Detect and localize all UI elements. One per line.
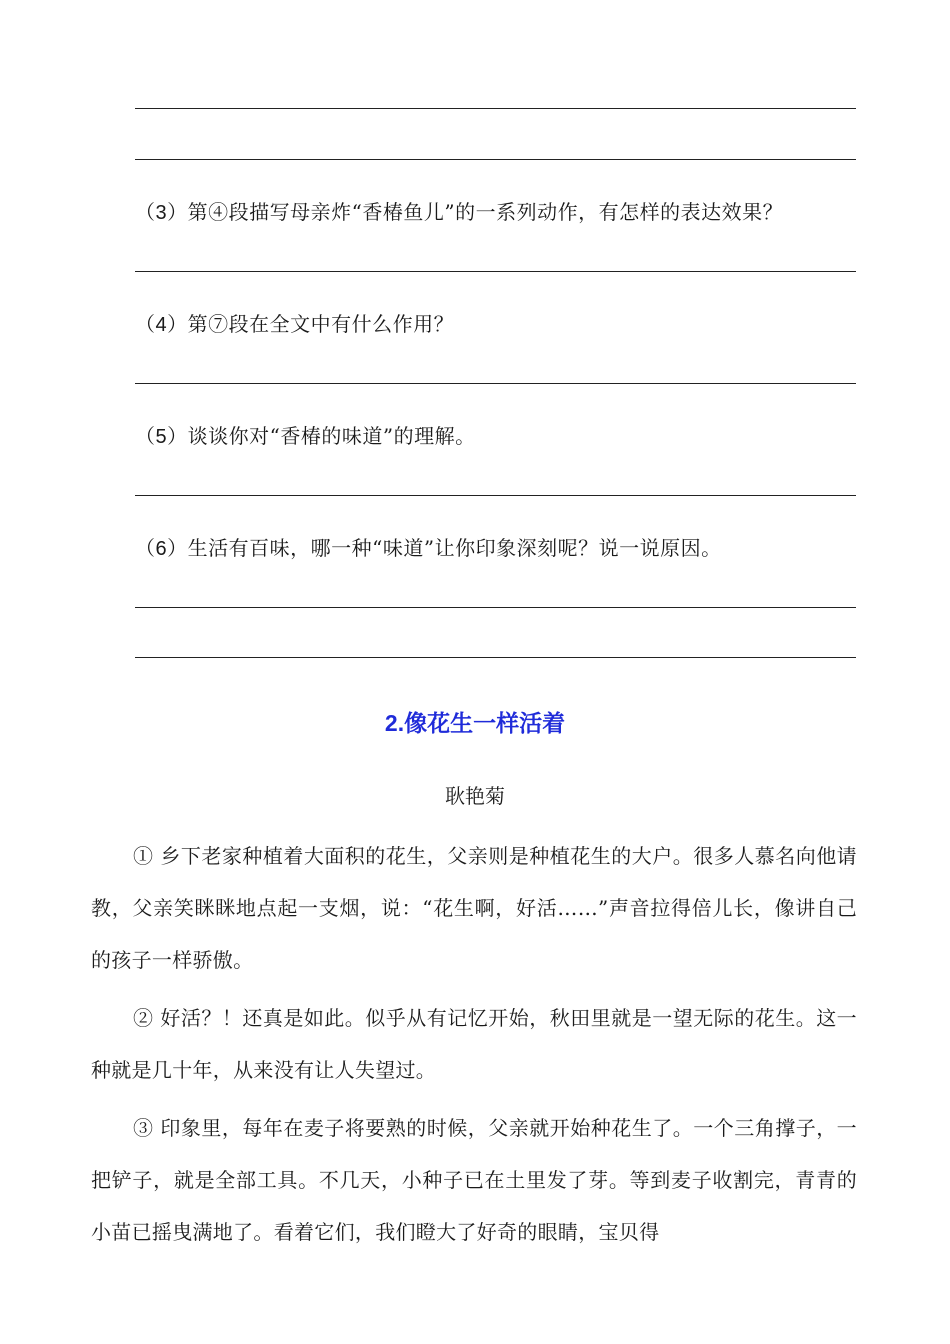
article-title: 2.像花生一样活着 xyxy=(384,710,566,736)
answer-line xyxy=(135,383,856,384)
question-text: 谈谈你对“香椿的味道”的理解。 xyxy=(187,424,476,448)
answer-line xyxy=(135,159,856,160)
answer-line xyxy=(135,271,856,272)
question-text: 第④段描写母亲炸“香椿鱼儿”的一系列动作，有怎样的表达效果？ xyxy=(187,200,784,224)
question-5 xyxy=(135,422,476,451)
question-4 xyxy=(135,310,454,339)
question-number: （5） xyxy=(135,426,188,448)
article-author: 耿艳菊 xyxy=(445,784,505,808)
question-6 xyxy=(135,534,722,563)
question-number: （3） xyxy=(135,202,188,224)
answer-line xyxy=(135,495,856,496)
question-text: 生活有百味，哪一种“味道”让你印象深刻呢？说一说原因。 xyxy=(187,536,722,560)
paragraph: ① 乡下老家种植着大面积的花生，父亲则是种植花生的大户。很多人慕名向他请教，父亲笑眯眯地点起一支烟，说：“花生啊，好活……”声音拉得倍儿长，像讲自己的孩子一样骄傲。 xyxy=(91,844,857,972)
question-number: （4） xyxy=(135,314,188,336)
paragraph: ② 好活？！还真是如此。似乎从有记忆开始，秋田里就是一望无际的花生。这一种就是几十年，从来没有让人失望过。 xyxy=(91,1006,857,1082)
question-3 xyxy=(135,198,783,227)
answer-line xyxy=(135,607,856,608)
question-text: 第⑦段在全文中有什么作用？ xyxy=(187,312,455,336)
paragraph: ③ 印象里，每年在麦子将要熟的时候，父亲就开始种花生了。一个三角撑子，一把铲子，就是全部工具。不几天，小种子已在土里发了芽。等到麦子收割完，青青的小苗已摇曳满地了。看着它们，我们瞪大了好奇的眼睛，宝贝得 xyxy=(91,1116,857,1244)
question-number: （6） xyxy=(135,538,188,560)
answer-line xyxy=(135,657,856,658)
answer-line xyxy=(135,108,856,109)
